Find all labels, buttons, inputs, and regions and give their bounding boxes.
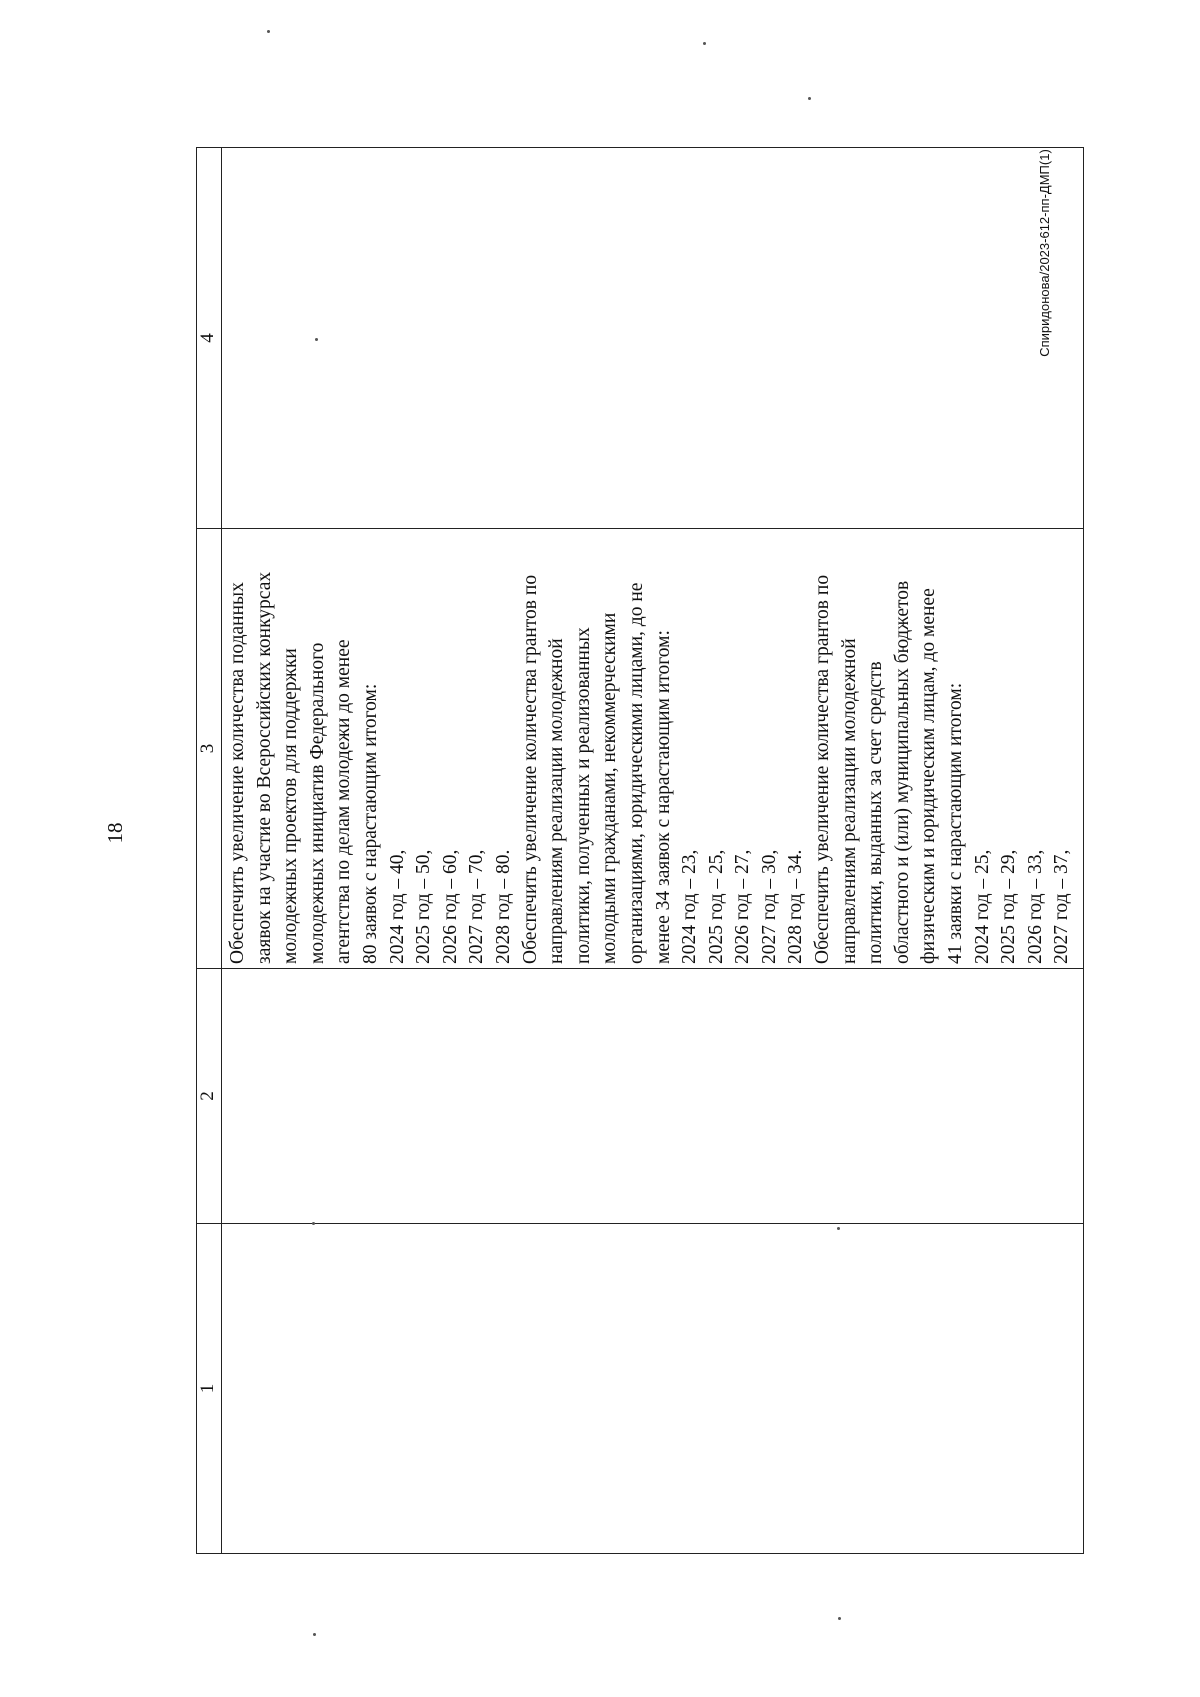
col3-line: 2026 год – 27, <box>732 849 754 964</box>
col3-line: политики, полученных и реализованных <box>572 627 594 964</box>
col3-line: 2028 год – 34. <box>785 849 807 964</box>
col3-line: Обеспечить увеличение количества поданных <box>227 582 248 964</box>
table-header-cell-4: 4 <box>197 148 222 529</box>
col3-line: 2027 год – 30, <box>758 849 780 964</box>
table-cell-col1 <box>222 1224 1084 1554</box>
col3-line: направлениям реализации молодежной <box>546 638 568 964</box>
col3-line: молодыми гражданами, некоммерческими <box>599 612 621 964</box>
col3-line: политики, выданных за счет средств <box>865 661 887 964</box>
col3-line: организациями, юридическими лицами, до не <box>625 582 647 964</box>
document-id: Спиридонова/2023-612-пп-ДМП(1) <box>1037 149 1052 357</box>
col3-line: молодежных проектов для поддержки <box>280 648 302 964</box>
table-cell-col2 <box>222 969 1084 1224</box>
table-row <box>222 148 1084 1554</box>
table-header-cell-1: 1 <box>197 1224 222 1554</box>
page-number: 18 <box>103 822 127 844</box>
col3-line: физическим и юридическим лицам, до менее <box>918 588 940 964</box>
col3-line: 2025 год – 25, <box>705 849 727 964</box>
col3-line: 2026 год – 33, <box>1024 849 1046 964</box>
col3-line: агентства по делам молодежи до менее <box>333 639 355 964</box>
table-header-cell-3: 3 <box>197 529 222 969</box>
col3-line: 2025 год – 29, <box>998 849 1020 964</box>
table-header-cell-2: 2 <box>197 969 222 1224</box>
col3-line: Обеспечить увеличение количества грантов по <box>519 574 541 964</box>
col3-line: молодежных инициатив Федерального <box>306 642 328 964</box>
col3-line: 2027 год – 70, <box>466 849 488 964</box>
col3-line: 2024 год – 25, <box>971 849 993 964</box>
col3-line: 2027 год – 37, <box>1051 849 1073 964</box>
table-cell-col4 <box>222 148 1084 529</box>
col3-text-block <box>222 529 1076 968</box>
col3-line: направлениям реализации молодежной <box>838 638 860 964</box>
rotated-table-sheet <box>196 148 1084 1554</box>
col3-line: областного и (или) муниципальных бюджетов <box>891 580 913 964</box>
col3-line: 2028 год – 80. <box>492 849 514 964</box>
col3-line: 2026 год – 60, <box>439 849 461 964</box>
col3-line: 41 заявки с нарастающим итогом: <box>945 682 967 964</box>
col3-line: заявок на участие во Всероссийских конкурсах <box>253 571 275 964</box>
table-header-row <box>197 148 222 1554</box>
col3-line: 80 заявок с нарастающим итогом: <box>359 683 381 964</box>
col3-line: 2024 год – 23, <box>679 849 701 964</box>
col3-line: Обеспечить увеличение количества грантов по <box>812 574 834 964</box>
col3-line: 2024 год – 40, <box>386 849 408 964</box>
col3-line: 2025 год – 50, <box>413 849 435 964</box>
col3-line: менее 34 заявок с нарастающим итогом: <box>652 630 674 964</box>
document-table <box>196 147 1084 1554</box>
table-cell-col3 <box>222 529 1084 969</box>
